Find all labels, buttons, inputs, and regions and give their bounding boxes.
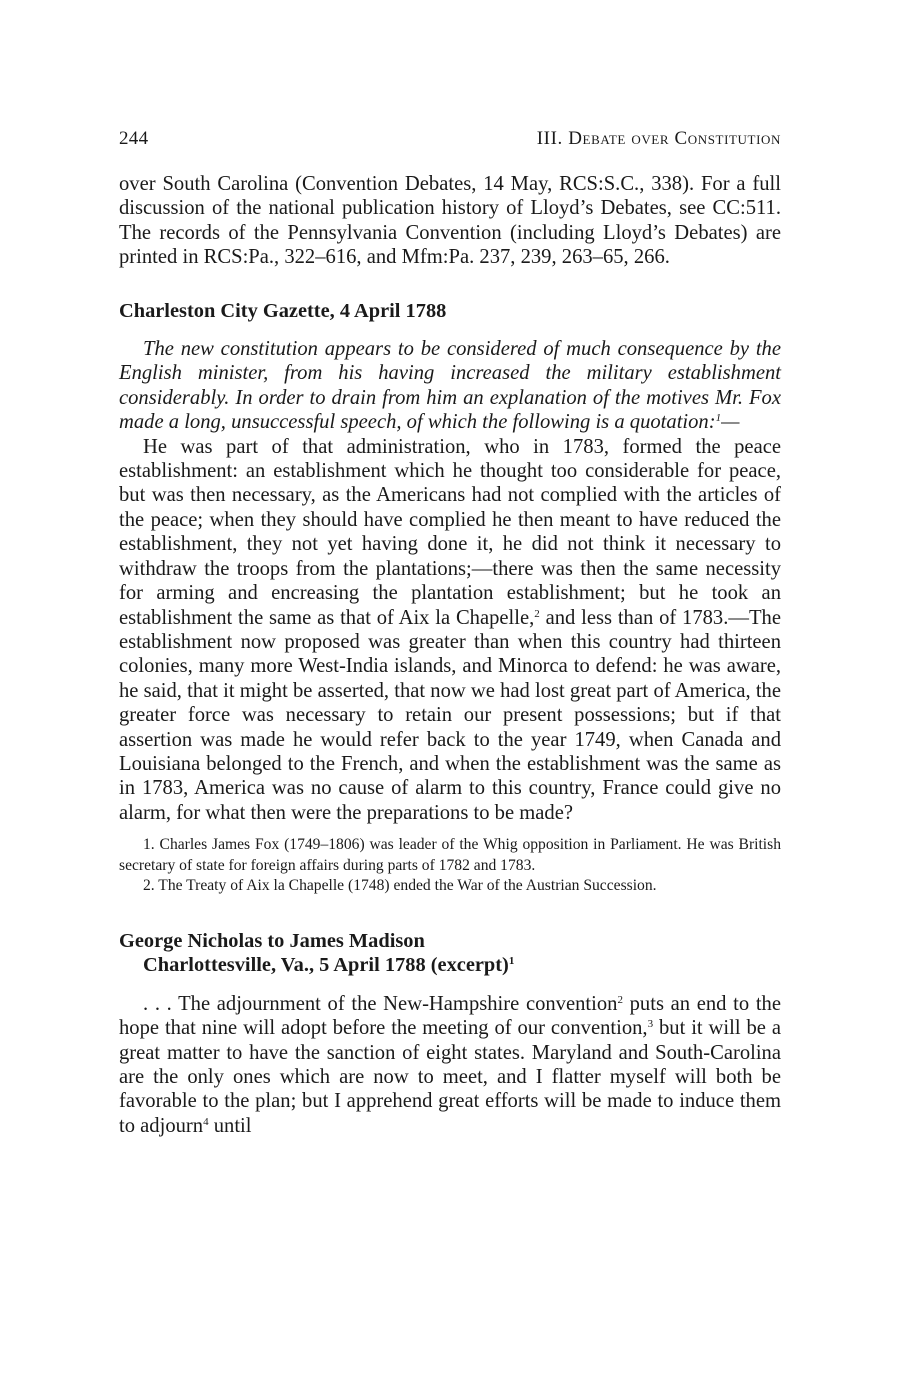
letter-footnote-ref-3: 3 <box>647 1018 654 1031</box>
section-title: III. Debate over Constitution <box>536 128 781 149</box>
letter-body-c: but it will be a great matter to have the sanction of eight states. Maryland and South-Carolina are the only ones which are now to meet, and I flatter myself will both be favorable to the plan; but I apprehend great efforts will be made to induce them to adjourn <box>119 1017 781 1137</box>
document-page <box>119 128 781 1138</box>
gazette-intro-text: The new constitution appears to be considered of much consequence by the English minister, from his having increased the military establishment considerably. In order to drain from him an explanation of the motives Mr. Fox made a long, unsuccessful speech, of which the following is a quotation: <box>119 338 781 434</box>
gazette-body-part1: He was part of that administration, who in 1783, formed the peace establishment: an establishment which he thought too considerable for peace, but was then necessary, as the Americans had not complied with the articles of the peace; when they should have complied he then meant to have reduced the establishment, they not yet having done it, he did not think it necessary to withdraw the troops from the plantations;—there was then the same necessity for arming and encreasing the plantation establishment; but he took an establishment the same as that of Aix la Chapelle, <box>119 435 781 629</box>
gazette-body-part2: and less than of 1783.—The establishment now proposed was greater than when this country had thirteen colonies, many more West-India islands, and Minorca to defend: he was aware, he said, that it might be asserted, that now we had lost great part of America, the greater force was necessary to retain our present possessions; but if that assertion was made he would refer back to the year 1749, when Canada and Louisiana belonged to the French, and when the establishment was the same as in 1783, America was no cause of alarm to this country, France could give no alarm, for what then were the preparations to be made? <box>119 606 781 824</box>
letter-body-d: until <box>208 1114 252 1137</box>
continuation-paragraph: over South Carolina (Convention Debates, 14 May, RCS:S.C., 338). For a full discussion of the national publication history of Lloyd’s Debates, see CC:511. The records of the Pennsylvania Convention (including Lloyd’s Debates) are printed in RCS:Pa., 322–616, and Mfm:Pa. 237, 239, 263–65, 266. <box>119 173 781 269</box>
letter-body-a: . . . The adjournment of the New-Hampshire convention <box>143 992 618 1015</box>
footnote-ref-1: 1 <box>715 412 722 425</box>
gazette-intro <box>119 337 781 435</box>
letter-body-b: puts an end to the hope that nine will adopt before the meeting of our convention, <box>119 992 781 1040</box>
letter-footnote-ref-4: 4 <box>203 1115 209 1128</box>
letter-heading-line2-wrap <box>119 953 781 977</box>
footnote-ref-2: 2 <box>534 607 540 620</box>
footnote-2: 2. The Treaty of Aix la Chapelle (1748) ended the War of the Austrian Succession. <box>143 877 657 895</box>
letter-footnote-ref-2: 2 <box>617 993 623 1006</box>
page-number: 244 <box>119 128 149 149</box>
footnote-1: 1. Charles James Fox (1749–1806) was leader of the Whig opposition in Parliament. He was British secretary of state for foreign affairs during parts of 1782 and 1783. <box>119 836 781 874</box>
gazette-heading: Charleston City Gazette, 4 April 1788 <box>119 299 447 322</box>
intro-dash: — <box>721 411 740 434</box>
running-head <box>119 128 781 150</box>
letter-heading-line2: Charlottesville, Va., 5 April 1788 (excerpt) <box>143 954 509 977</box>
letter-heading-line1: George Nicholas to James Madison <box>119 929 425 952</box>
gazette-body <box>119 435 781 826</box>
letter-body <box>119 992 781 1138</box>
letter-heading <box>119 929 781 978</box>
letter-footnote-ref-1: 1 <box>508 955 515 968</box>
